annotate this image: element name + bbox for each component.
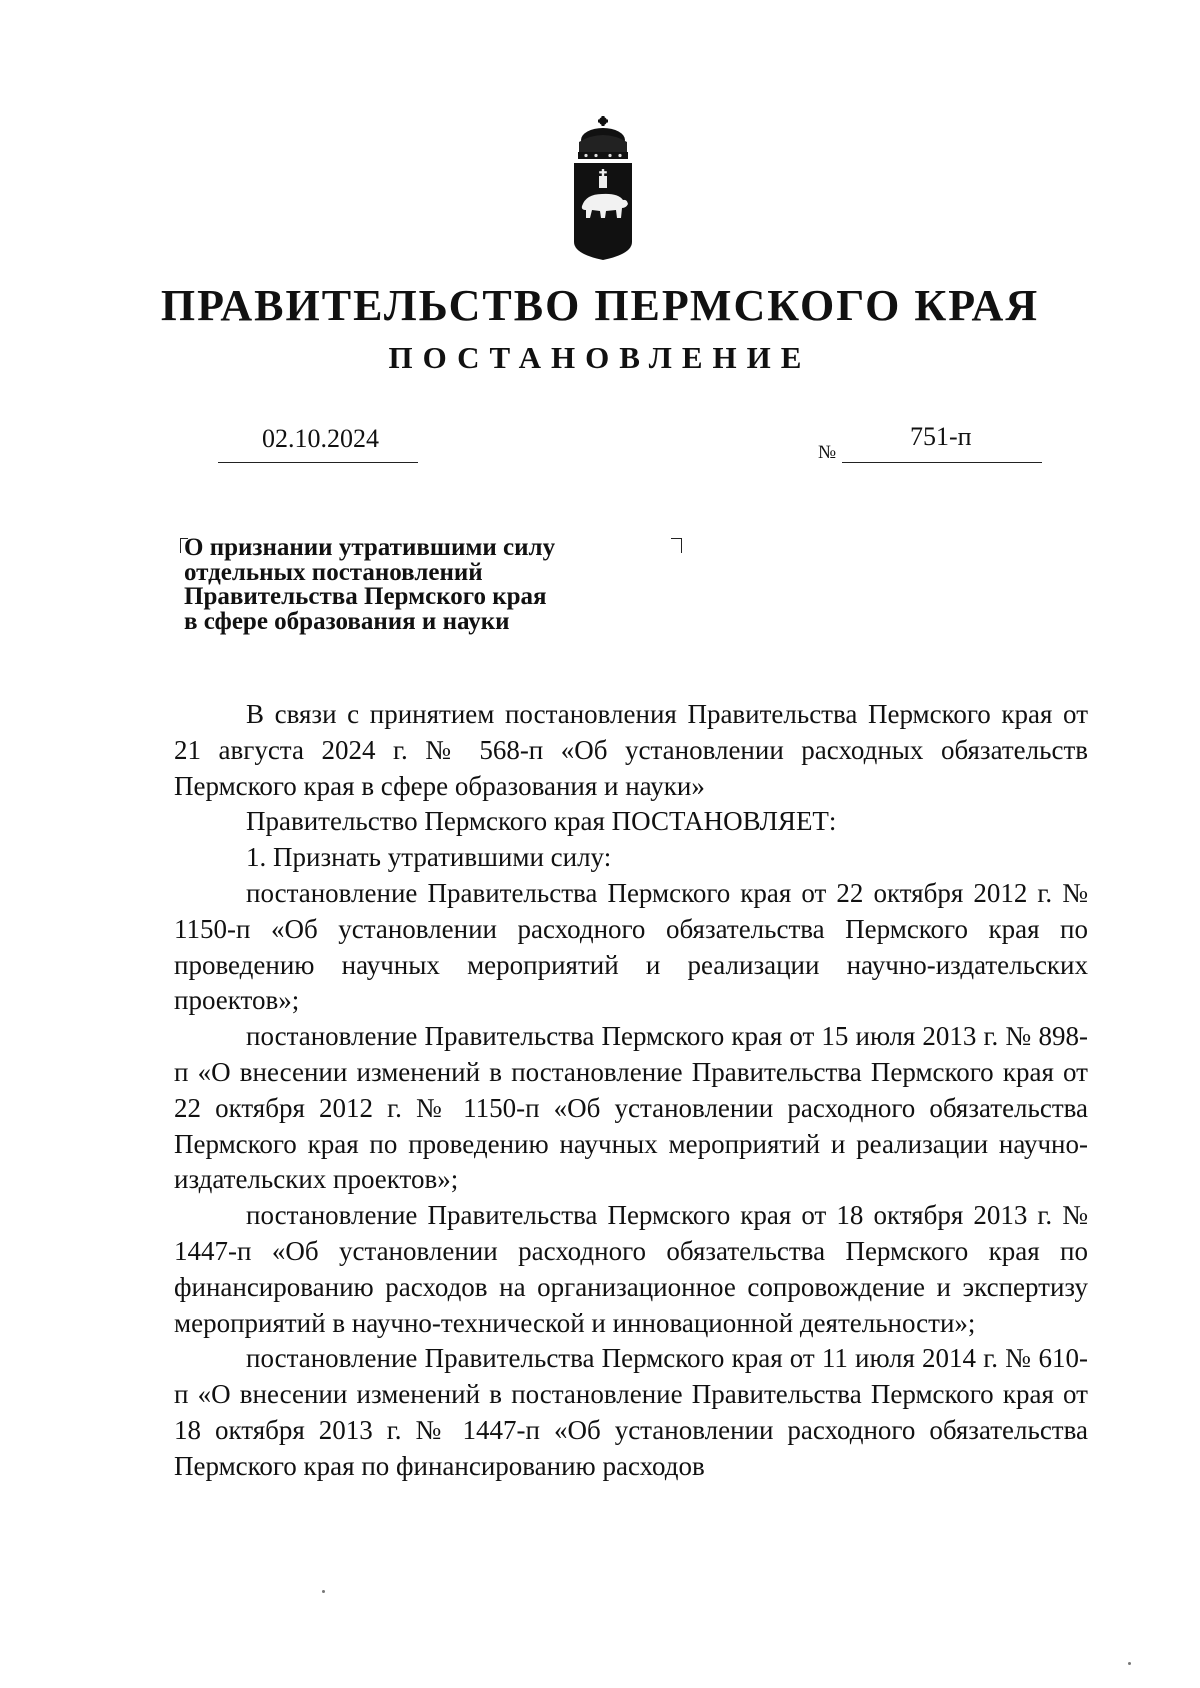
subject-line: в сфере образования и науки [184, 607, 510, 635]
perm-krai-coat-of-arms-icon [566, 114, 640, 264]
document-date: 02.10.2024 [262, 424, 379, 453]
document-subject [184, 536, 664, 634]
body-paragraph: постановление Правительства Пермского края от 18 октября 2013 г. № 1447-п «Об установлении расходного обязательства Пермского края по финансированию расходов на организационное сопровождение и экспертизу мероприятий в научно-технической и инновационной деятельности»; [174, 1200, 1088, 1338]
subject-line: отдельных постановлений [184, 558, 483, 586]
subject-corner-right [671, 538, 682, 553]
document-body [174, 697, 1088, 1485]
body-paragraph: Правительство Пермского края ПОСТАНОВЛЯЕТ: [246, 806, 837, 837]
number-sign: № [818, 442, 837, 463]
subject-line: О признании утратившими силу [184, 534, 556, 561]
document-number: 751-п [910, 422, 972, 451]
body-paragraph: В связи с принятием постановления Правительства Пермского края от 21 августа 2024 г. № 568-п «Об установлении расходных обязательств Пермского края в сфере образования и науки» [174, 699, 1088, 801]
body-paragraph: постановление Правительства Пермского края от 11 июля 2014 г. № 610-п «О внесении изменений в постановление Правительства Пермского края от 18 октября 2013 г. № 1447-п «Об установлении расходного обязательства Пермского края по финансированию расходов [174, 1343, 1088, 1481]
number-underline [842, 462, 1042, 463]
body-paragraph: постановление Правительства Пермского края от 15 июля 2013 г. № 898-п «О внесении изменений в постановление Правительства Пермского края от 22 октября 2012 г. № 1150-п «Об установлении расходного обязательства Пермского края по проведению научных мероприятий и реализации научно-издательских проектов»; [174, 1021, 1088, 1195]
body-paragraph: 1. Признать утратившими силу: [246, 842, 612, 873]
body-paragraph: постановление Правительства Пермского края от 22 октября 2012 г. № 1150-п «Об установлении расходного обязательства Пермского края по проведению научных мероприятий и реализации научно-издательских проектов»; [174, 877, 1088, 1016]
document-type-title: ПОСТАНОВЛЕНИЕ [388, 340, 812, 375]
scan-speck [322, 1590, 325, 1593]
government-title: ПРАВИТЕЛЬСТВО ПЕРМСКОГО КРАЯ [160, 281, 1040, 330]
date-underline [218, 462, 418, 463]
subject-line: Правительства Пермского края [184, 583, 547, 610]
scan-speck [1128, 1662, 1131, 1665]
